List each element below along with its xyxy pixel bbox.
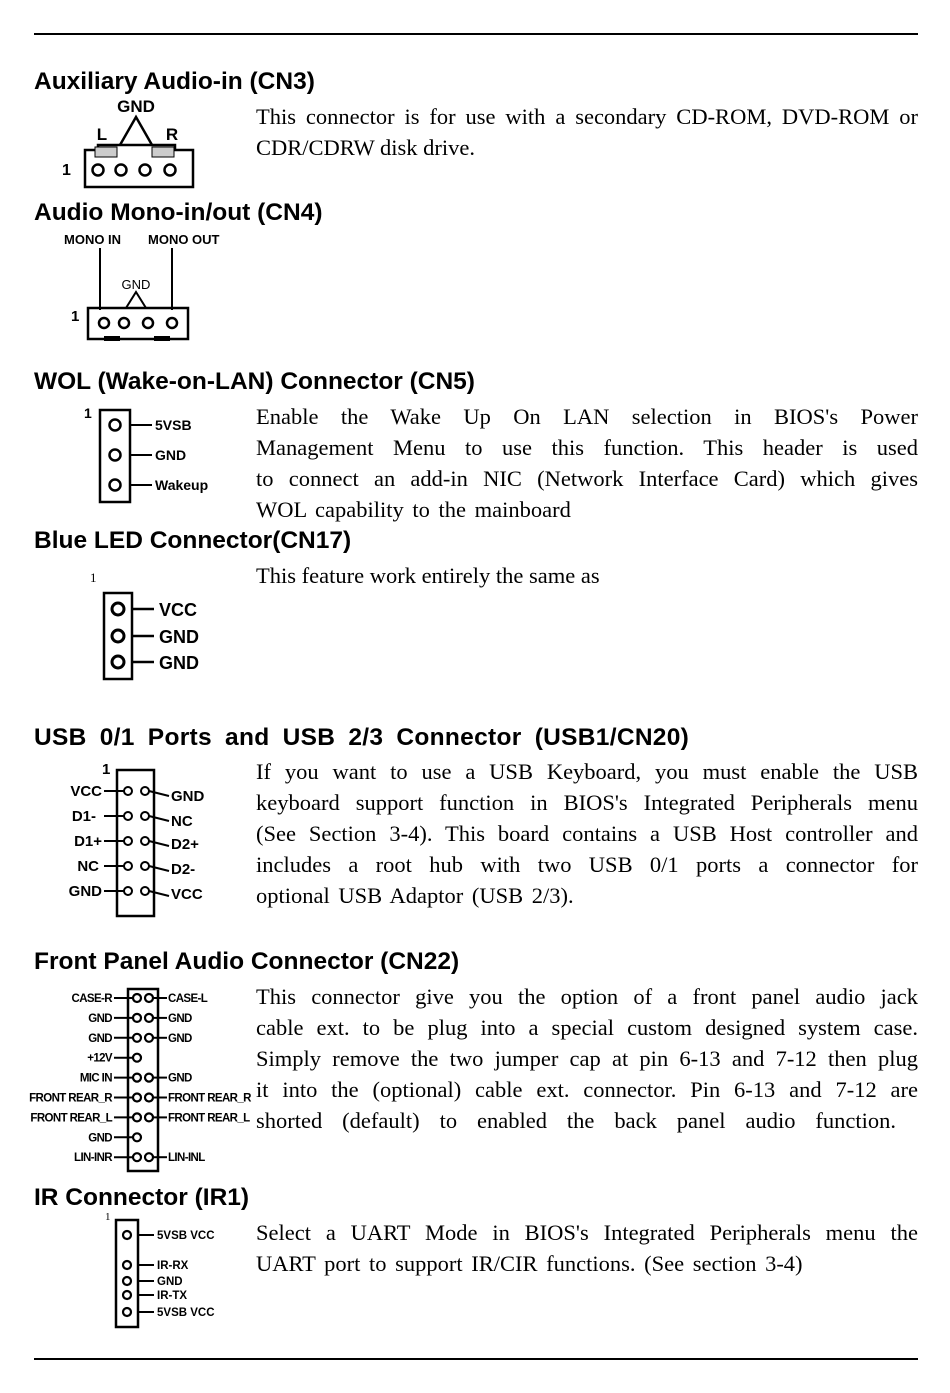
cn5-line: Management Menu to use this function. This header is used [256, 435, 918, 460]
usb-line: includes a root hub with two USB 0/1 ports a connector for [256, 852, 918, 877]
usb-pin [141, 837, 149, 845]
usb-pin [124, 837, 132, 845]
cn22-left-pin-label: GND [88, 1132, 112, 1145]
usb-diagram [66, 758, 226, 920]
cn5-pin-wakeup: Wakeup [155, 477, 209, 493]
cn22-left-pin-label: GND [88, 1012, 112, 1025]
cn22-diagram [29, 986, 251, 1174]
cn17-pin-gnd: GND [159, 653, 199, 673]
cn3-right-label: R [165, 125, 179, 144]
cn3-left-label: L [96, 125, 108, 144]
cn22-pin [145, 1014, 153, 1022]
cn22-left-pin-label: CASE-R [71, 993, 112, 1005]
top-rule [34, 33, 918, 35]
usb-lead [149, 791, 169, 796]
ir1-pin [123, 1308, 131, 1316]
cn22-right-pin-label: FRONT REAR_L [168, 1112, 250, 1125]
usb-description [256, 756, 918, 911]
bottom-rule [34, 1358, 918, 1360]
usb-left-pin-nc: NC [77, 858, 99, 875]
usb-left-pin-vcc: VCC [70, 783, 102, 800]
cn22-left-pin-label: MIC IN [79, 1072, 112, 1085]
usb-line: If you want to use a USB Keyboard, you must enable the USB [256, 759, 918, 784]
ir1-pin-label: IR-TX [157, 1290, 188, 1302]
cn22-right-pin-label: GND [168, 1072, 192, 1085]
cn22-left-pin-label: GND [88, 1032, 112, 1045]
usb-pin1-label: 1 [102, 761, 111, 778]
cn22-pin [133, 1074, 141, 1082]
usb-right-pin-gnd: GND [171, 788, 205, 805]
cn17-pin1-label: 1 [90, 570, 97, 585]
cn22-line: This connector give you the option of a front panel audio jack [256, 984, 918, 1009]
cn3-gnd-label: GND [117, 97, 155, 116]
cn22-pin [145, 1153, 153, 1161]
cn5-pin1-label: 1 [84, 405, 92, 421]
cn17-description: This feature work entirely the same as [256, 563, 600, 588]
cn22-right-pin-label: LIN-INL [168, 1152, 205, 1165]
cn22-line: shorted (default) to enabled the back panel audio function. [256, 1108, 896, 1133]
cn22-right-pin-label: GND [168, 1012, 192, 1025]
usb-lead [149, 866, 169, 871]
ir1-line: UART port to support IR/CIR functions. (See section 3-4) [256, 1251, 803, 1276]
ir1-pin [123, 1231, 131, 1239]
cn3-diagram [50, 95, 210, 190]
cn5-pin-gnd: GND [155, 447, 187, 463]
usb-pin [141, 887, 149, 895]
usb-pin [141, 787, 149, 795]
cn22-line: cable ext. to be plug into a special custom designed system case. [256, 1015, 918, 1040]
cn22-pin [133, 1054, 141, 1062]
cn22-left-pin-label: LIN-INR [74, 1152, 112, 1165]
cn17-pin-gnd: GND [159, 627, 199, 647]
usb-right-pin-nc: NC [171, 813, 193, 830]
cn22-pin [145, 1094, 153, 1102]
cn22-heading: Front Panel Audio Connector (CN22) [34, 948, 460, 975]
cn17-pin-vcc: VCC [159, 600, 198, 620]
cn5-description [256, 401, 918, 525]
usb-line: optional USB Adaptor (USB 2/3). [256, 883, 574, 908]
ir1-pin [123, 1277, 131, 1285]
ir1-heading: IR Connector (IR1) [34, 1184, 250, 1211]
usb-line: keyboard support function in BIOS's Integrated Peripherals menu [256, 790, 918, 815]
usb-pin [124, 887, 132, 895]
ir1-pin-label: 5VSB VCC [157, 1230, 215, 1242]
cn22-right-pin-label: GND [168, 1032, 192, 1045]
cn22-line: Simply remove the two jumper cap at pin 6-13 and 7-12 then plug [256, 1046, 918, 1071]
cn4-mono-in-label: MONO IN [64, 232, 122, 247]
usb-right-pin-vcc: VCC [171, 886, 203, 903]
usb-lead [149, 891, 169, 896]
cn4-mono-out-label: MONO OUT [148, 232, 220, 247]
cn22-pin [133, 1133, 141, 1141]
cn22-left-pin-label: +12V [87, 1052, 112, 1065]
usb-left-pin-gnd: GND [68, 883, 102, 900]
cn4-diagram [60, 228, 230, 344]
cn5-line: Enable the Wake Up On LAN selection in BIOS's Power [256, 404, 918, 429]
usb-pin [141, 812, 149, 820]
cn3-heading: Auxiliary Audio-in (CN3) [34, 68, 315, 95]
cn17-diagram [88, 566, 218, 684]
ir1-pin-label: 5VSB VCC [157, 1307, 215, 1319]
cn22-right-pin-label: FRONT REAR_R [168, 1092, 251, 1105]
cn22-pin [133, 1034, 141, 1042]
ir1-pin [123, 1261, 131, 1269]
cn4-pin1-label: 1 [71, 308, 80, 325]
ir1-diagram [102, 1210, 232, 1332]
cn22-pin [133, 1014, 141, 1022]
cn5-line: WOL capability to the mainboard [256, 497, 571, 522]
cn5-line: to connect an add-in NIC (Network Interface Card) which gives [256, 466, 918, 491]
cn22-pin [133, 1113, 141, 1121]
cn22-left-pin-label: FRONT REAR_R [29, 1092, 112, 1105]
cn22-line: it into the (optional) cable ext. connector. Pin 6-13 and 7-12 are [256, 1077, 918, 1102]
usb-right-pin-d2-plus: D2+ [171, 836, 199, 853]
usb-lead [149, 841, 169, 846]
usb-pin [124, 812, 132, 820]
usb-pin [124, 787, 132, 795]
cn22-left-pin-label: FRONT REAR_L [30, 1112, 112, 1125]
usb-lead [149, 816, 169, 821]
cn5-diagram [80, 402, 220, 507]
cn22-pin [133, 1094, 141, 1102]
cn4-heading: Audio Mono-in/out (CN4) [34, 199, 323, 226]
usb-pin [124, 862, 132, 870]
ir1-pin-label: IR-RX [157, 1260, 189, 1272]
cn22-pin [145, 1034, 153, 1042]
cn22-right-pin-label: CASE-L [168, 993, 208, 1005]
cn22-pin [145, 1074, 153, 1082]
ir1-line: Select a UART Mode in BIOS's Integrated Peripherals menu the [256, 1220, 918, 1245]
ir1-description [256, 1217, 918, 1279]
usb-right-pin-d2-minus: D2- [171, 861, 196, 878]
usb-left-pin-d1-minus: D1- [71, 808, 96, 825]
ir1-pin [123, 1291, 131, 1299]
cn4-gnd-label: GND [121, 277, 151, 292]
cn22-pin [145, 994, 153, 1002]
cn5-heading: WOL (Wake-on-LAN) Connector (CN5) [34, 368, 475, 395]
cn22-pin [133, 1153, 141, 1161]
usb-heading: USB 0/1 Ports and USB 2/3 Connector (USB1/CN20) [34, 724, 690, 751]
usb-pin [141, 862, 149, 870]
cn3-description: This connector is for use with a secondary CD-ROM, DVD-ROM or CDR/CDRW disk drive. [256, 104, 918, 160]
cn22-pin [145, 1113, 153, 1121]
cn3-pin1-label: 1 [62, 162, 71, 179]
cn5-pin-5vsb: 5VSB [155, 417, 192, 433]
cn22-pin [133, 994, 141, 1002]
ir1-pin-label: GND [157, 1276, 183, 1288]
cn22-description [256, 981, 918, 1136]
usb-line: (See Section 3-4). This board contains a USB Host controller and [256, 821, 918, 846]
ir1-pin1-label: 1 [105, 1211, 111, 1223]
cn17-heading: Blue LED Connector(CN17) [34, 527, 352, 554]
usb-left-pin-d1-plus: D1+ [74, 833, 102, 850]
